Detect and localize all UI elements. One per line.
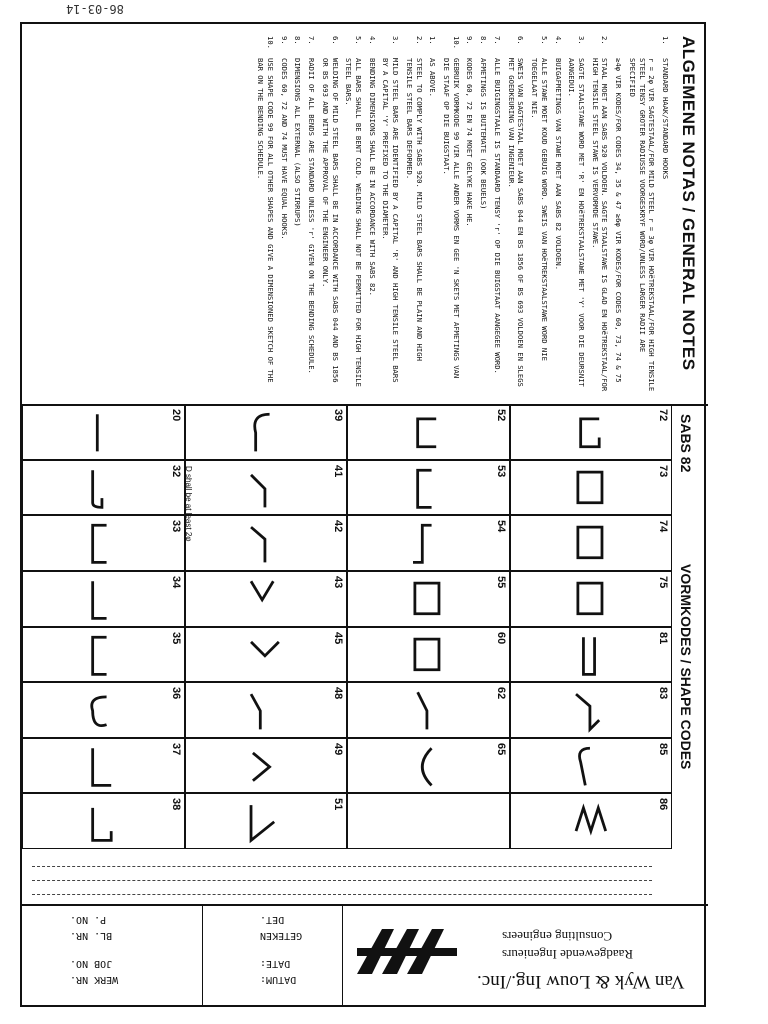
shape-code-number: 35	[169, 631, 182, 644]
note-item	[306, 36, 316, 392]
drawing-sheet	[20, 22, 706, 1007]
shape-code-number: 62	[494, 687, 507, 700]
shape-code-number: 75	[657, 575, 669, 589]
shape-code-number: 41	[332, 464, 344, 477]
note-text: MILD STEEL BARS ARE IDENTIFIED BY A CAPITAL 'R' AND HIGH TENSILE STEEL BARS BY A CAPITAL 'Y' PREFIXED TO THE DIAMETER.	[381, 58, 401, 383]
shape-cell	[185, 682, 348, 738]
shape-cell	[510, 627, 673, 683]
shape-code-number: 34	[169, 575, 182, 589]
notes-list	[256, 36, 670, 392]
note-item	[381, 36, 400, 392]
shape-cell	[185, 515, 348, 571]
note-text: BUIGAFMETINGS VAN STAWE MOET AAN SABS 82 VOLDOEN.	[553, 58, 563, 271]
shape-code-number: 45	[332, 631, 344, 644]
note-item	[506, 36, 525, 392]
note-item	[465, 36, 475, 392]
shape-cell	[22, 738, 185, 794]
shape-cell	[510, 404, 673, 460]
note-item	[479, 36, 489, 392]
bar-shape-drawing	[186, 794, 348, 849]
note-item	[404, 36, 423, 392]
title-fields-left	[22, 906, 203, 1007]
shape-cell	[347, 793, 510, 849]
shape-code-number: 38	[169, 798, 182, 811]
company-name: Van Wyk & Louw Ing./Inc.	[477, 971, 685, 992]
bar-shape-drawing	[348, 405, 510, 460]
bar-shape-path	[576, 808, 606, 831]
note-item	[492, 36, 502, 392]
general-notes-panel	[22, 24, 708, 406]
bar-shape-path	[93, 808, 112, 840]
note-text: DIMENSIONS ALL EXTERNAL (ALSO STIRRUPS)	[293, 58, 303, 227]
bar-shape-path	[577, 527, 601, 558]
bar-shape-path	[251, 527, 265, 562]
note-number: 10.	[266, 36, 275, 49]
note-item	[553, 36, 563, 392]
bar-shape-drawing	[511, 628, 673, 683]
shape-code-number: 65	[494, 742, 507, 755]
shape-code-number: 52	[494, 409, 507, 422]
bar-shape-drawing	[186, 683, 348, 738]
shape-cell	[510, 571, 673, 627]
note-text: RADII OF ALL BENDS ARE STANDARD UNLESS 'r' GIVEN ON THE BENDING SCHEDULE.	[307, 58, 317, 374]
shape-code-number: 81	[657, 631, 669, 644]
bar-shape-drawing	[348, 628, 510, 683]
shape-codes-label: VORMKODES / SHAPE CODES	[678, 564, 694, 770]
note-text: WELDING OF MILD STEEL BARS SHALL BE IN ACCORDANCE WITH SABS 044 AND BS 1856 OR BS 693 AND WITH THE APPROVAL OF THE ENGINEER ONLY.	[320, 58, 340, 383]
note-text: SAGTE STAALSTAWE WORD MET 'R' EN HOëTREKSTAALSTAWE MET 'Y' VOOR DIE DEURSNIT AANGEDUI.	[567, 58, 586, 387]
shape-cell	[185, 460, 348, 516]
shape-code-number: 20	[169, 409, 182, 422]
shape-cell	[185, 627, 348, 683]
bar-shape-path	[415, 639, 439, 670]
blank-line	[32, 880, 652, 881]
bar-shape-drawing	[186, 405, 348, 460]
handwritten-date: 86-03-14	[66, 2, 124, 16]
note-text: STEEL TO COMPLY WITH SABS 920. MILD STEEL BARS SHALL BE PLAIN AND HIGH TENSILE STEEL BARS DEFORMED.	[404, 58, 424, 361]
shape-code-number: 32	[169, 464, 182, 477]
note-number: 5.	[539, 36, 549, 45]
shape-cell	[185, 404, 348, 460]
note-text: BENDING DIMENSIONS SHALL BE IN ACCORDANCE WITH SABS 82.	[367, 58, 377, 296]
note-number: 1.	[428, 36, 438, 45]
note-number: 9.	[465, 36, 475, 45]
note-item	[660, 36, 670, 392]
shape-code-number: 39	[332, 409, 344, 422]
shape-cell	[347, 515, 510, 571]
bar-shape-path	[93, 470, 102, 507]
note-number: 3.	[576, 36, 586, 45]
note-number	[627, 36, 656, 52]
shape-cell	[22, 404, 185, 460]
field-datum: DATUM:	[260, 974, 297, 985]
note-number: 2.	[414, 36, 424, 45]
note-item	[529, 36, 548, 392]
bar-shape-path	[93, 748, 112, 785]
bar-shape-path	[577, 583, 601, 614]
note-number: 3.	[391, 36, 401, 45]
bar-shape-drawing	[511, 794, 673, 849]
bar-shape-path	[580, 419, 599, 447]
shape-code-number: 42	[332, 520, 344, 533]
note-number	[613, 36, 623, 52]
shape-cell	[185, 571, 348, 627]
bar-shape-path	[254, 414, 269, 451]
note-number: 8.	[479, 36, 489, 45]
bar-shape-path	[251, 641, 279, 655]
bar-shape-path	[93, 581, 107, 618]
shape-cell	[347, 627, 510, 683]
blank-line	[32, 866, 652, 867]
bar-shape-drawing	[186, 628, 348, 683]
shape-cell	[347, 460, 510, 516]
note-number: 1.	[661, 36, 670, 45]
general-notes-content	[22, 24, 706, 404]
bar-shape-drawing	[348, 461, 510, 516]
shape-cell	[510, 460, 673, 516]
note-item	[367, 36, 377, 392]
bar-shape-drawing	[23, 683, 185, 738]
note-number: 8.	[293, 36, 303, 45]
note-item	[441, 36, 460, 392]
shape-cell	[185, 793, 348, 849]
note-number: 4.	[367, 36, 377, 45]
note-text: GEBRUIK VORMKODE 99 VIR ALLE ANDER VORMS EN GEE 'N SKETS MET AFMETINGS VAN DIE STAAF OP DIE BUIGSTAAT.	[442, 58, 461, 379]
bar-shape-drawing	[23, 405, 185, 460]
shape-cell	[22, 682, 185, 738]
bar-shape-path	[92, 697, 107, 726]
shape-code-number: 33	[169, 520, 182, 533]
bar-shape-path	[576, 694, 599, 729]
note-text: CODES 60, 72 AND 74 MUST HAVE EQUAL HOOKS.	[279, 58, 289, 240]
shape-cell	[22, 515, 185, 571]
shape-code-number: 83	[657, 687, 669, 700]
shape-cell	[22, 460, 185, 516]
shape-code-number: 86	[657, 798, 669, 811]
field-det: DET.	[260, 914, 285, 925]
note-item	[293, 36, 303, 392]
company-sub-en: Consulting engineers	[502, 929, 613, 944]
note-number: 6.	[330, 36, 340, 45]
bar-shape-drawing	[511, 461, 673, 516]
shape-cell	[347, 682, 510, 738]
bar-shape-drawing	[186, 516, 348, 571]
shape-code-number: 53	[494, 464, 507, 477]
company-logo	[352, 924, 462, 984]
shape-code-number: 43	[332, 575, 344, 589]
note-number: 10.	[451, 36, 461, 49]
bar-shape-drawing	[348, 683, 510, 738]
bar-shape-path	[251, 581, 273, 600]
shape-code-number: 49	[332, 742, 344, 755]
note-item	[567, 36, 586, 392]
note-number: 9.	[279, 36, 289, 45]
note-text: AFMETINGS IS BUITEMATE (OOK BEUELS)	[479, 58, 489, 210]
note-item	[344, 36, 363, 392]
note-text: ≥4φ VIR KODES/FOR CODES 34, 35 & 47 ≥6φ VIR KODES/FOR CODES 60, 73, 74 & 75	[614, 58, 624, 383]
bar-shape-drawing	[186, 739, 348, 794]
bar-shape-path	[252, 753, 269, 781]
shape-cell	[22, 571, 185, 627]
note-text: ALLE STAWE MOET KOUD GEBUIG WORD. SWEIS VAN HOëTREKSTAALSTAWE WORD NIE TOEGELAAT NIE.	[530, 58, 549, 361]
bar-shape-path	[418, 419, 437, 447]
note-text: ALLE BUIGINGSTAALE IS STANDAARD TENSY 'r' OP DIE BUIGSTAAT AANGEGEE WORD.	[492, 58, 502, 374]
note-text: AS ABOVE.	[428, 58, 438, 97]
bar-shape-path	[579, 748, 589, 785]
title-fields-mid	[202, 906, 343, 1007]
note-item	[320, 36, 339, 392]
shape-code-number: 73	[657, 464, 669, 477]
bar-shape-drawing	[186, 461, 348, 516]
shape-code-number: 37	[169, 742, 182, 755]
bar-shape-path	[93, 526, 107, 563]
field-geteken: GETEKEN	[260, 930, 303, 941]
title-block	[22, 904, 708, 1007]
bar-shape-path	[93, 637, 107, 674]
note-text: r = 2φ VIR SAGTESTAAL/FOR MILD STEEL r = 3φ VIR HOëTREKSTAAL/FOR HIGH TENSILE STEEL TENSY GROTER RADIUSSE VOORGESKRYF WORD/UNLESS LARGER RADII ARE SPECIFIED	[627, 58, 657, 392]
shape-cell	[347, 738, 510, 794]
bar-shape-path	[251, 806, 274, 841]
field-date: DATE:	[260, 958, 291, 969]
note-number: 7.	[307, 36, 317, 45]
shape-cell	[347, 404, 510, 460]
bar-shape-drawing	[348, 739, 510, 794]
bar-shape-drawing	[511, 405, 673, 460]
bar-shape-path	[422, 748, 431, 785]
bar-shape-drawing	[511, 739, 673, 794]
bar-shape-drawing	[511, 683, 673, 738]
field-werk: WERK NR.	[70, 974, 119, 985]
note-item	[279, 36, 289, 392]
note-item	[627, 36, 656, 392]
shape-cell	[510, 682, 673, 738]
note-item	[428, 36, 438, 392]
bar-shape-drawing	[348, 516, 510, 571]
bar-shape-path	[413, 526, 432, 563]
shape-cell	[22, 793, 185, 849]
company-sub-af: Raadgewende Ingenieurs	[502, 947, 634, 962]
shape-codes-grid	[22, 404, 708, 849]
note-item	[613, 36, 623, 392]
note-item	[590, 36, 609, 392]
shape-code-number: 36	[169, 687, 182, 700]
bar-shape-path	[577, 472, 601, 503]
note-41: D shall be at least 2φ	[183, 465, 193, 542]
bar-shape-drawing	[23, 628, 185, 683]
bar-shape-drawing	[23, 794, 185, 849]
shape-cell	[510, 793, 673, 849]
note-text: SWEIS VAN SAGTESTAAL MOET AAN SABS 044 EN BS 1856 OF BS 693 VOLDOEN EN SLEGS MET GOEDKEURING VAN INGENIEUR.	[506, 58, 526, 387]
shape-code-number: 72	[657, 409, 669, 422]
bar-shape-drawing	[186, 572, 348, 627]
note-number: 6.	[516, 36, 526, 45]
note-number: 7.	[492, 36, 502, 45]
shape-code-number: 60	[494, 631, 507, 644]
note-text: USE SHAPE CODE 99 FOR ALL OTHER SHAPES AND GIVE A DIMENSIONED SKETCH OF THE BAR ON THE BENDING SCHEDULE.	[256, 58, 275, 383]
bar-shape-path	[415, 583, 439, 614]
bar-shape-drawing	[511, 516, 673, 571]
blank-line	[32, 894, 652, 895]
note-text: STANDARD HAAK/STANDARD HOOKS	[661, 58, 670, 180]
shape-cell	[22, 627, 185, 683]
bar-shape-drawing	[23, 516, 185, 571]
note-text: KODES 60, 72 EN 74 MOET GELYKE HAKE HE.	[465, 58, 475, 227]
note-number: 2.	[600, 36, 610, 45]
field-blnr: BL. NR.	[70, 930, 113, 941]
note-text: STAAL MOET AAN SABS 920 VOLDOEN. SAGTE STAALSTAWE IS GLAD EN HOëTREKSTAAL/FOR HIGH TENSILE STEEL STAWE IS VERVORMDE STAWE.	[590, 58, 610, 392]
shape-code-number: 54	[494, 520, 507, 533]
field-pno: P. NO.	[70, 914, 107, 925]
bar-shape-drawing	[511, 572, 673, 627]
note-item	[256, 36, 275, 392]
shape-cell	[347, 571, 510, 627]
field-job: JOB NO.	[70, 958, 113, 969]
sabs-label: SABS 82	[678, 414, 694, 473]
bar-shape-drawing	[23, 572, 185, 627]
bar-shape-path	[251, 475, 265, 507]
bar-shape-path	[418, 692, 427, 729]
shape-code-number: 74	[657, 520, 669, 533]
shape-cell	[510, 738, 673, 794]
shape-cell	[185, 738, 348, 794]
bar-shape-drawing	[23, 739, 185, 794]
bar-shape-drawing	[23, 461, 185, 516]
notes-title: ALGEMENE NOTAS / GENERAL NOTES	[679, 36, 698, 371]
bar-shape-path	[251, 694, 260, 729]
note-number: 5.	[354, 36, 364, 45]
note-text: ALL BARS SHALL BE BENT COLD. WELDING SHALL NOT BE PERMITTED FOR HIGH TENSILE STEEL BARS.	[344, 58, 364, 387]
shape-code-number: 55	[494, 575, 507, 589]
note-number: 4.	[553, 36, 563, 45]
shape-cell	[510, 515, 673, 571]
bar-shape-path	[418, 470, 432, 507]
shape-code-number: 51	[332, 798, 344, 811]
bar-shape-path	[583, 637, 594, 674]
bar-shape-drawing	[348, 572, 510, 627]
shape-code-number: 85	[657, 742, 669, 755]
shape-code-number: 48	[332, 687, 344, 700]
